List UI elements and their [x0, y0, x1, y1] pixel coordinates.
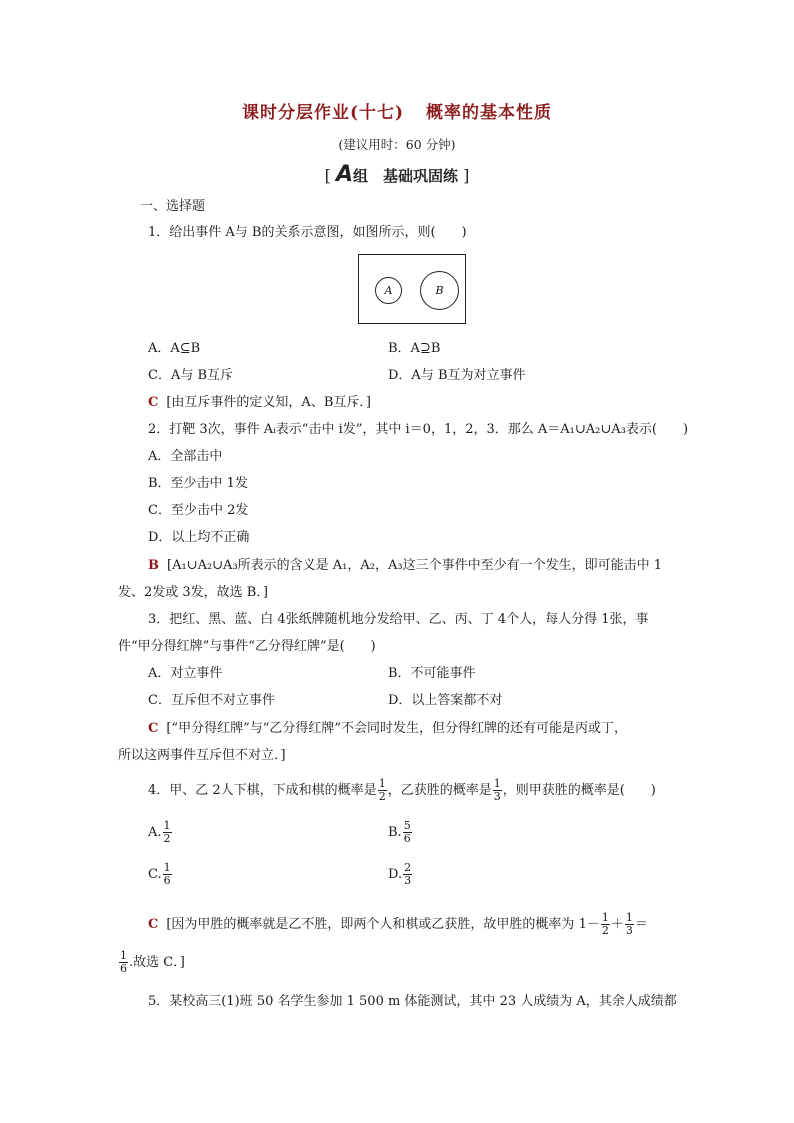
q4-option-d: D. $\frac{2}{3}$: [388, 861, 412, 887]
title-sub: 概率的基本性质: [426, 103, 553, 123]
q2-option-a: A．全部击中: [148, 449, 223, 464]
section-label: 一、选择题: [140, 199, 206, 214]
q1-option-a: A．A⊆B: [148, 341, 201, 356]
q4-fraction-draw: $\frac{1}{2}$: [378, 777, 386, 803]
q4-option-c: C. $\frac{1}{6}$: [148, 861, 171, 887]
q2-answer-cont: 发、2发或 3发，故选 B．]: [118, 585, 268, 600]
q1-answer: C [由互斥事件的定义知，A、B互斥．]: [148, 395, 371, 410]
title-main: 课时分层作业(十七): [241, 103, 405, 123]
q1-option-d: D．A与 B互为对立事件: [388, 368, 526, 383]
q3-answer-cont: 所以这两事件互斥但不对立．]: [118, 748, 286, 763]
q1-option-c: C．A与 B互斥: [148, 368, 234, 383]
q2-option-d: D．以上均不正确: [148, 530, 250, 545]
q2-option-c: C．至少击中 2发: [148, 503, 249, 518]
q3-option-b: B．不可能事件: [388, 666, 476, 681]
q2-option-b: B．至少击中 1发: [148, 476, 248, 491]
group-label: 组 基础巩固练: [353, 167, 459, 185]
circle-a: A: [375, 277, 402, 304]
q3-option-a: A．对立事件: [148, 666, 223, 681]
q3-answer: C [“甲分得红牌”与“乙分得红牌”不会同时发生，但分得红牌的还有可能是丙或丁，: [148, 721, 628, 736]
q1-option-b: B．A⊇B: [388, 341, 441, 356]
q3-option-d: D．以上答案都不对: [388, 693, 503, 708]
q5-stem: 5．某校高三(1)班 50 名学生参加 1 500 m 体能测试，其中 23 人成绩为 A，其余人成绩都: [148, 994, 677, 1009]
q4-option-b: B. $\frac{5}{6}$: [388, 819, 411, 845]
q2-stem: 2．打靶 3次，事件 Aᵢ表示“击中 i发”，其中 i＝0，1，2，3．那么 A＝A₁∪A₂∪A₃表示( ): [148, 422, 689, 437]
q4-answer: C [因为甲胜的概率就是乙不胜，即两个人和棋或乙获胜，故甲胜的概率为 1－ $\frac{1}{2}$ ＋ $\frac{1}{3}$ ＝: [148, 911, 648, 937]
q1-stem: 1．给出事件 A与 B的关系示意图，如图所示，则( ): [148, 225, 467, 240]
q3-option-c: C．互斥但不对立事件: [148, 693, 275, 708]
q2-answer: B [A₁∪A₂∪A₃所表示的含义是 A₁，A₂，A₃这三个事件中至少有一个发生，即可能击中 1: [148, 558, 662, 573]
q4-option-a: A. $\frac{1}{2}$: [148, 819, 171, 845]
q3-stem: 3．把红、黑、蓝、白 4张纸牌随机地分发给甲、乙、丙、丁 4个人，每人分得 1张，事: [148, 612, 649, 627]
q3-stem-cont: 件“甲分得红牌”与事件“乙分得红牌”是( ): [118, 639, 376, 654]
venn-diagram: [358, 254, 466, 324]
q4-stem: 4．甲、乙 2人下棋，下成和棋的概率是 $\frac{1}{2}$ ，乙获胜的概率是 $\frac{1}{3}$ ，则甲获胜的概率是( ): [148, 777, 656, 803]
q4-fraction-win: $\frac{1}{3}$: [493, 777, 501, 803]
q4-answer-cont: $\frac{1}{6}$ .故选 C．]: [120, 949, 185, 975]
page-title: [0, 98, 794, 123]
suggested-time: (建议用时：60 分钟): [338, 137, 456, 152]
circle-b: B: [420, 271, 459, 310]
group-letter: A: [335, 162, 353, 187]
group-heading: [ A组 基础巩固练 ]: [324, 162, 470, 187]
